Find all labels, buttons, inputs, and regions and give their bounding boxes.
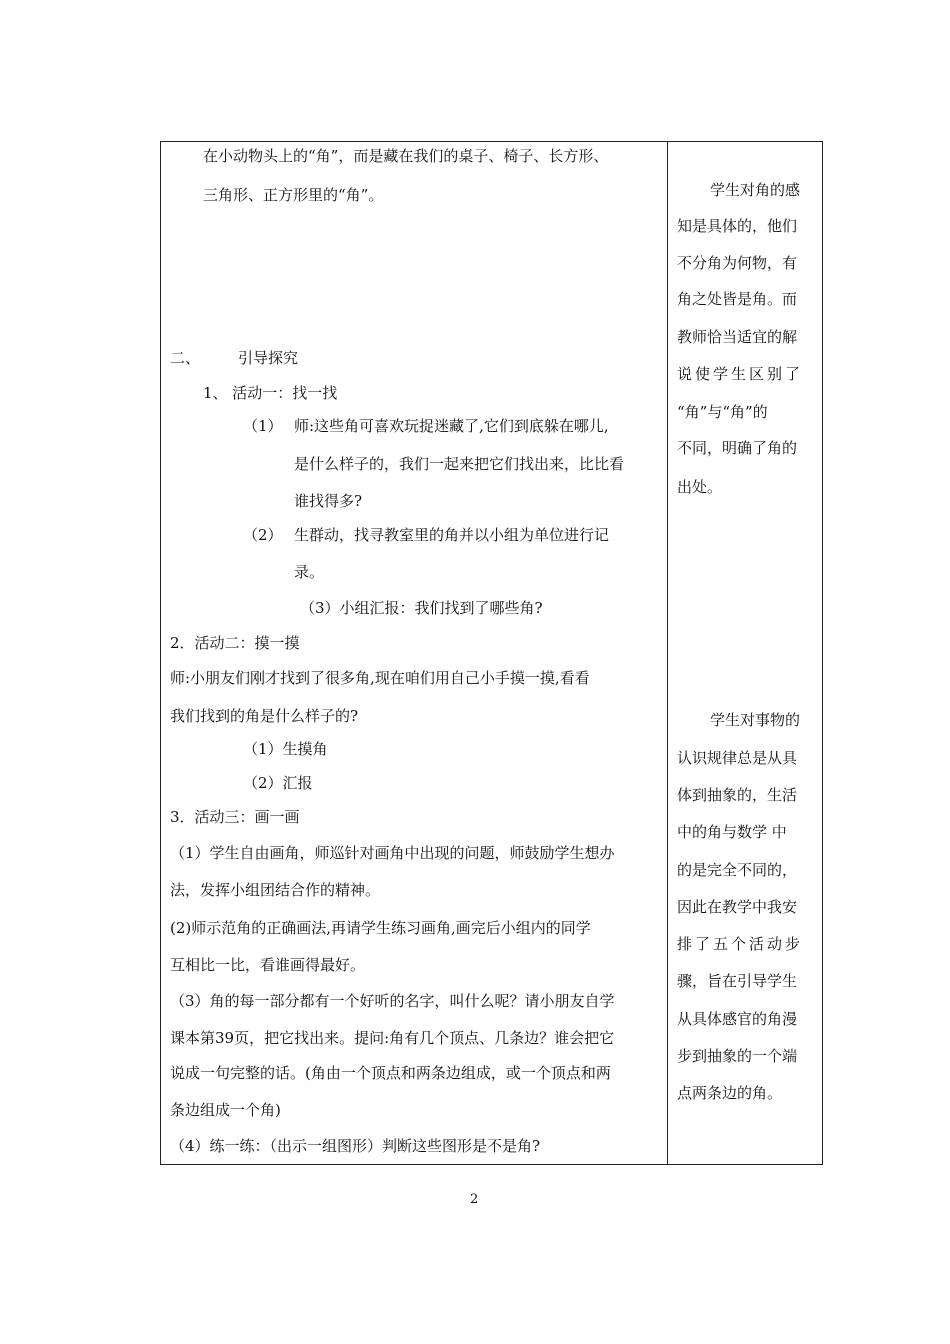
activity-heading: 1、 活动一：找一找 bbox=[203, 384, 338, 402]
paragraph-line: 说成一句完整的话。(角由一个顶点和两条边组成，或一个顶点和两 bbox=[170, 1064, 611, 1082]
activity-heading: 2．活动二：摸一摸 bbox=[170, 634, 300, 652]
step-line: 生群动，找寻教室里的角并以小组为单位进行记 bbox=[294, 526, 610, 544]
step-line: 是什么样子的，我们一起来把它们找出来，比比看 bbox=[294, 455, 625, 473]
paragraph-line: 条边组成一个角) bbox=[170, 1101, 281, 1119]
side-note-line: 不同，明确了角的 bbox=[677, 439, 798, 457]
step-number: （2） bbox=[243, 526, 283, 544]
page-number: 2 bbox=[470, 1192, 479, 1207]
step-line: 录。 bbox=[294, 563, 325, 581]
side-note-line: “角”与“角”的 bbox=[677, 403, 768, 421]
side-note-line: 教师恰当适宜的解 bbox=[677, 328, 798, 346]
step-line: 谁找得多? bbox=[294, 492, 363, 510]
side-note-line: 知是具体的，他们 bbox=[677, 217, 798, 235]
paragraph-line: （3）角的每一部分都有一个好听的名字，叫什么呢？请小朋友自学 bbox=[170, 992, 615, 1010]
side-note-line: 因此在教学中我安 bbox=[677, 898, 798, 916]
side-note-line: 从具体感官的角漫 bbox=[677, 1010, 798, 1028]
step-number: （1） bbox=[243, 417, 283, 435]
step-line: （2）汇报 bbox=[243, 774, 313, 792]
step-line: （3）小组汇报：我们找到了哪些角? bbox=[300, 599, 543, 617]
paragraph-line: (2)师示范角的正确画法,再请学生练习画角,画完后小组内的同学 bbox=[170, 919, 591, 937]
paragraph-line: 课本第39页，把它找出来。提问:角有几个顶点、几条边？谁会把它 bbox=[170, 1029, 615, 1047]
intro-line: 在小动物头上的“角”，而是藏在我们的桌子、椅子、长方形、 bbox=[203, 147, 609, 165]
side-note-line: 不分角为何物，有 bbox=[677, 254, 798, 272]
section-title: 引导探究 bbox=[238, 349, 299, 367]
paragraph-line: 互相比一比，看谁画得最好。 bbox=[170, 956, 366, 974]
side-note-line: 学生对事物的 bbox=[710, 711, 801, 729]
paragraph-line: 法，发挥小组团结合作的精神。 bbox=[170, 881, 381, 899]
side-note-line: 体到抽象的，生活 bbox=[677, 786, 798, 804]
intro-line: 三角形、正方形里的“角”。 bbox=[203, 186, 384, 204]
activity-heading: 3．活动三：画一画 bbox=[170, 808, 300, 826]
side-note-line: 出处。 bbox=[677, 478, 723, 496]
step-line: （1）生摸角 bbox=[243, 740, 328, 758]
side-note-line: 骤，旨在引导学生 bbox=[677, 972, 798, 990]
teacher-line: 我们找到的角是什么样子的? bbox=[170, 707, 359, 725]
side-note-line: 排了五个活动步 bbox=[677, 935, 804, 953]
side-note-line: 角之处皆是角。而 bbox=[677, 290, 798, 308]
side-note-line: 说使学生区别了 bbox=[677, 365, 804, 383]
paragraph-line: （4）练一练：（出示一组图形）判断这些图形是不是角? bbox=[170, 1137, 541, 1155]
side-note-line: 认识规律总是从具 bbox=[677, 749, 798, 767]
side-note-line: 的是完全不同的， bbox=[677, 861, 798, 879]
side-note-line: 步到抽象的一个端 bbox=[677, 1047, 798, 1065]
paragraph-line: （1）学生自由画角，师巡针对画角中出现的问题，师鼓励学生想办 bbox=[170, 844, 615, 862]
teacher-line: 师:小朋友们刚才找到了很多角,现在咱们用自己小手摸一摸,看看 bbox=[170, 669, 590, 687]
column-divider bbox=[667, 141, 668, 1165]
section-number: 二、 bbox=[170, 349, 201, 367]
step-line: 师:这些角可喜欢玩捉迷藏了,它们到底躲在哪儿, bbox=[294, 417, 609, 435]
side-note-line: 点两条边的角。 bbox=[677, 1084, 783, 1102]
side-note-line: 学生对角的感 bbox=[710, 181, 801, 199]
side-note-line: 中的角与数学 中 bbox=[677, 823, 787, 841]
